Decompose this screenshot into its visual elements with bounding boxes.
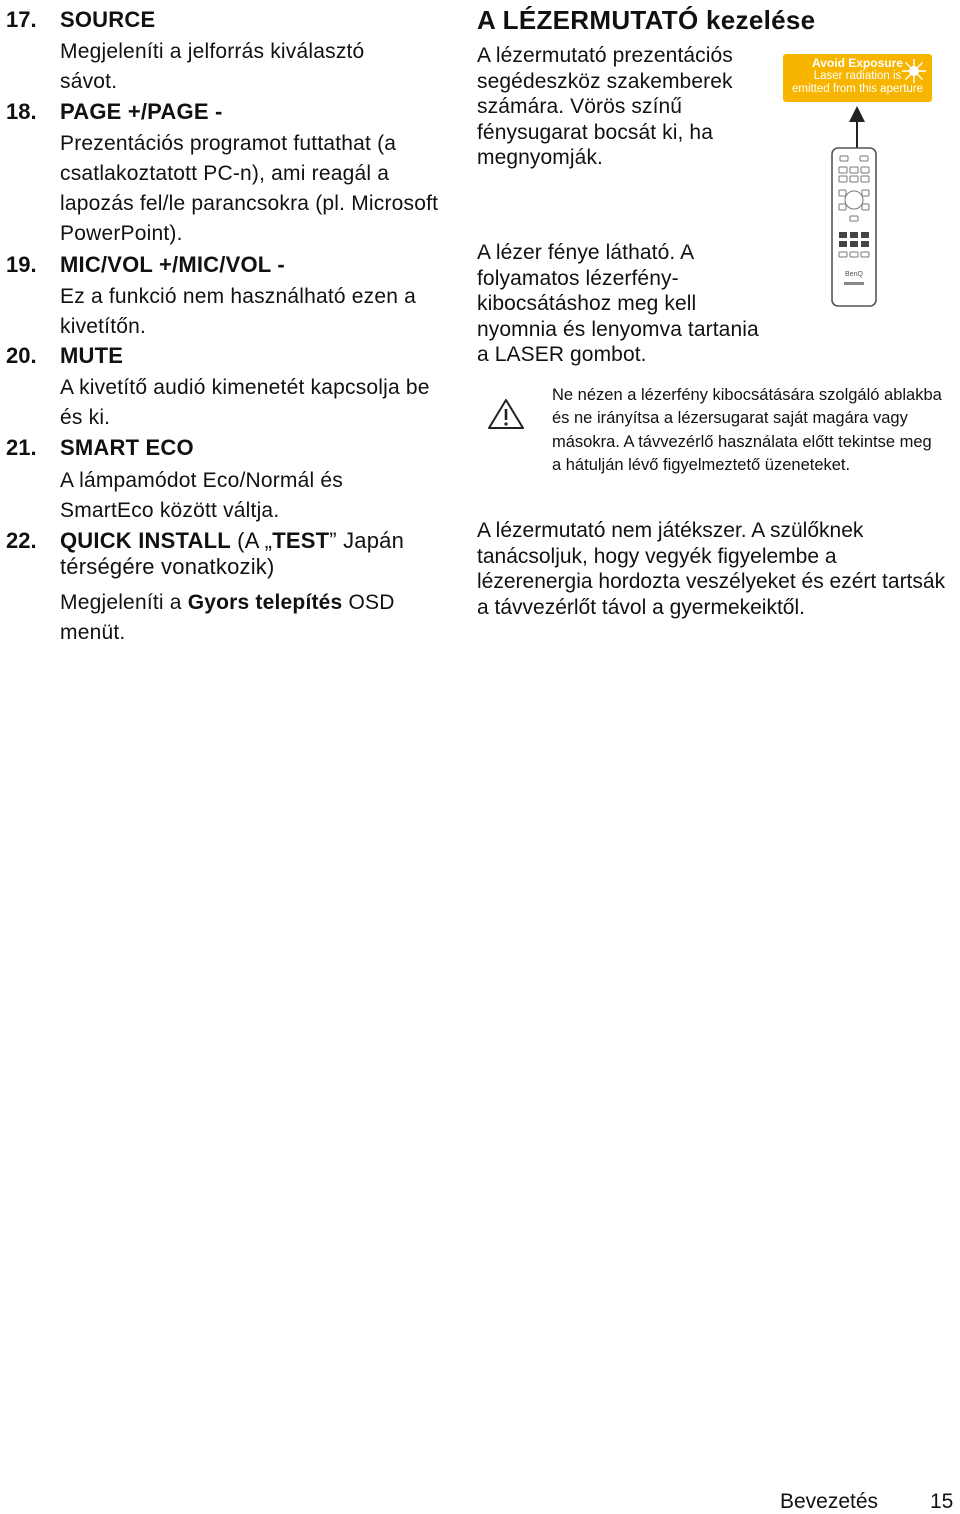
- item-number: 18.: [6, 99, 37, 124]
- item-description: A kivetítő audió kimenetét kapcsolja be és ki.: [60, 376, 430, 429]
- item-description: A lámpamódot Eco/Normál és SmartEco között váltja.: [60, 469, 343, 522]
- item-number: 20.: [6, 343, 37, 368]
- item-number: 21.: [6, 435, 37, 460]
- label-line-1: Laser radiation is: [813, 70, 902, 82]
- item-number: 19.: [6, 252, 37, 277]
- section-heading: A LÉZERMUTATÓ kezelése: [477, 5, 816, 35]
- item-description: Megjeleníti a jelforrás kiválasztó sávot.: [60, 40, 365, 93]
- arrow-up-icon: [845, 104, 869, 150]
- laser-visible-paragraph: A lézer fénye látható. A folyamatos lézerfény-kibocsátáshoz meg kell nyomnia és lenyomva tartania a LASER gombot.: [477, 241, 759, 367]
- label-title: Avoid Exposure: [812, 56, 903, 70]
- item-number: 22.: [6, 528, 37, 553]
- warning-triangle-icon: [486, 397, 526, 431]
- item-description: Ez a funkció nem használható ezen a kivetítőn.: [60, 285, 417, 338]
- item-title: MUTE: [60, 343, 124, 368]
- item-title: SMART ECO: [60, 435, 194, 460]
- item-title: SOURCE: [60, 7, 156, 32]
- item-title: QUICK INSTALL (A „TEST” Japán térségére vonatkozik): [60, 528, 405, 579]
- footer-section-name: Bevezetés: [780, 1490, 879, 1513]
- sun-burst-icon: [901, 58, 927, 84]
- item-title: MIC/VOL +/MIC/VOL -: [60, 252, 285, 277]
- label-line-2: emitted from this aperture: [791, 83, 924, 95]
- warning-text: Ne nézen a lézerfény kibocsátására szolgáló ablakba és ne irányítsa a lézersugarat saját magára vagy másokra. A távvezérlő használata előtt tekintse meg a hátulján lévő figyelmeztető üzeneteket.: [552, 386, 942, 475]
- child-safety-paragraph: A lézermutató nem játékszer. A szülőknek tanácsoljuk, hogy vegyék figyelembe a lézerenergia hordozta veszélyeket és ezért tartsák a távvezérlőt távol a gyermekeiktől.: [477, 519, 946, 619]
- item-title: PAGE +/PAGE -: [60, 99, 223, 124]
- item-description: Megjeleníti a Gyors telepítés OSD menüt.: [60, 591, 395, 644]
- remote-control-illustration: [830, 146, 878, 308]
- page-number: 15: [930, 1490, 954, 1513]
- item-description: Prezentációs programot futtathat (a csatlakoztatott PC-n), ami reagál a lapozás fel/le parancsokra (pl. Microsoft PowerPoint).: [60, 132, 439, 245]
- remote-brand-logo: BenQ: [845, 271, 863, 278]
- item-number: 17.: [6, 7, 37, 32]
- avoid-exposure-label: [783, 54, 932, 102]
- laser-intro-paragraph: A lézermutató prezentációs segédeszköz szakemberek számára. Vörös színű fénysugarat bocsát ki, ha megnyomják.: [477, 44, 733, 170]
